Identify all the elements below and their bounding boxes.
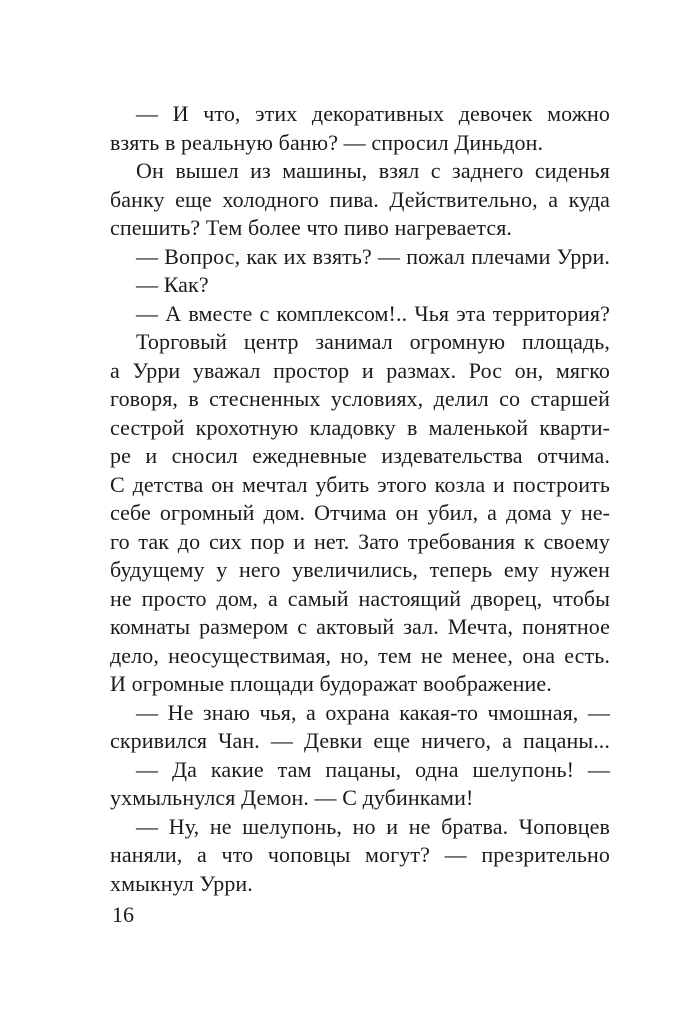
text-line: взять в реальную баню? — спросил Диньдон. bbox=[110, 129, 544, 155]
text-line: хмыкнул Урри. bbox=[110, 870, 253, 896]
text-line: не просто дом, а самый настоящий дворец, чтобы bbox=[110, 585, 610, 611]
text-line: будущему у него увеличились, теперь ему нужен bbox=[110, 557, 610, 582]
page-text-block bbox=[110, 100, 610, 898]
text-line: наняли, а что чоповцы могут? — презрительно bbox=[110, 842, 610, 867]
text-line: спешить? Тем более что пиво нагревается. bbox=[110, 215, 513, 240]
text-line: комнаты размером с актовый зал. Мечта, понятное bbox=[110, 614, 610, 639]
text-line: банку еще холодного пива. Действительно, а куда bbox=[110, 186, 610, 212]
text-line: И огромные площади будоражат воображение. bbox=[110, 671, 552, 696]
text-line: говоря, в стесненных условиях, делил со старшей bbox=[110, 386, 610, 411]
text-line: ухмыльнулся Демон. — С дубинками! bbox=[110, 785, 474, 810]
text-line: С детства он мечтал убить этого козла и построить bbox=[110, 471, 610, 497]
text-line: себе огромный дом. Отчима он убил, а дома у не- bbox=[110, 500, 610, 525]
text-line: сестрой крохотную кладовку в маленькой кварти- bbox=[110, 414, 610, 440]
text-line: — Не знаю чья, а охрана какая-то чмошная, — bbox=[136, 699, 610, 725]
text-line: — И что, этих декоративных девочек можно bbox=[136, 101, 610, 126]
text-line: Он вышел из машины, взял с заднего сиденья bbox=[136, 158, 610, 183]
text-line: — Ну, не шелупонь, но и не братва. Чоповцев bbox=[136, 813, 610, 839]
text-line: — Как? bbox=[136, 272, 209, 297]
text-line: а Урри уважал простор и размах. Рос он, мягко bbox=[110, 357, 610, 383]
page-number: 16 bbox=[112, 902, 134, 927]
text-line: — А вместе с комплексом!.. Чья эта территория? bbox=[136, 300, 610, 326]
text-line: скривился Чан. — Девки еще ничего, а пацаны... bbox=[110, 728, 610, 753]
text-line: — Да какие там пацаны, одна шелупонь! — bbox=[136, 756, 610, 782]
text-line: го так до сих пор и нет. Зато требования к своему bbox=[110, 528, 610, 554]
text-line: ре и сносил ежедневные издевательства отчима. bbox=[110, 443, 610, 468]
text-line: — Вопрос, как их взять? — пожал плечами Урри. bbox=[136, 243, 610, 269]
text-line: Торговый центр занимал огромную площадь, bbox=[136, 329, 610, 354]
text-line: дело, неосуществимая, но, тем не менее, она есть. bbox=[110, 642, 610, 668]
